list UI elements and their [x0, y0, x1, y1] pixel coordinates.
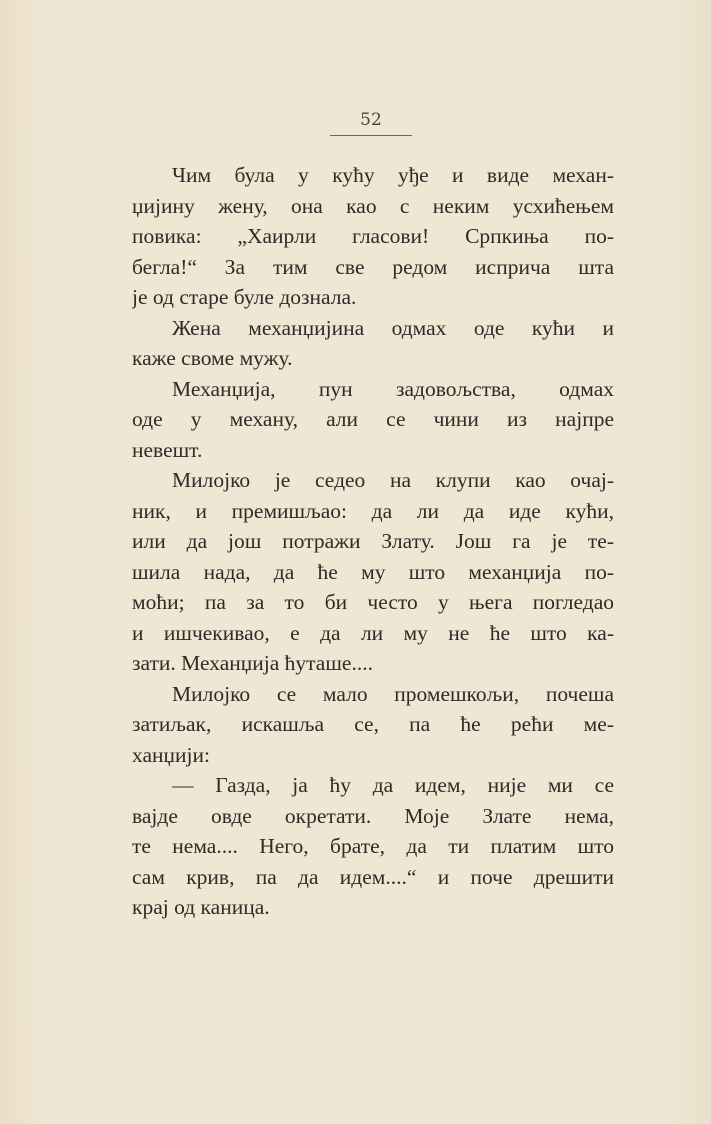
text-line: Чим була у кућу уђе и виде механ-	[172, 163, 614, 187]
text-line: затиљак, искашља се, па ће рећи ме-	[132, 712, 614, 736]
paragraph	[132, 374, 614, 466]
text-line: повика: „Хаирли гласови! Српкиња по-	[132, 224, 614, 248]
text-line: је од старе буле дознала.	[132, 285, 357, 309]
text-line: и ишчекивао, е да ли му не ће што ка-	[132, 620, 614, 645]
text-line: ник, и премишљао: да ли да иде кући,	[132, 498, 614, 523]
page-number: 52	[360, 110, 382, 130]
paragraph	[132, 679, 614, 771]
text-line: моћи; па за то би често у њега погледао	[132, 590, 614, 614]
text-line: зати. Механџија ћуташе....	[132, 651, 373, 675]
text-line: бегла!“ За тим све редом исприча шта	[132, 254, 614, 279]
page-number-rule	[330, 135, 412, 136]
body-text	[132, 160, 614, 923]
text-line: Милојко је седео на клупи као очај-	[172, 468, 614, 492]
paragraph	[132, 465, 614, 679]
text-line: Жена механџијина одмах оде кући и	[172, 315, 614, 340]
text-line: Механџија, пун задовољства, одмах	[172, 376, 614, 401]
paragraph	[132, 160, 614, 313]
text-line: Милојко се мало промешкољи, почеша	[172, 681, 614, 706]
text-line: крај од каница.	[132, 895, 270, 919]
text-line: сам крив, па да идем....“ и поче дрешити	[132, 864, 614, 889]
paragraph	[132, 313, 614, 374]
text-line: ханџији:	[132, 742, 210, 767]
text-line: невешт.	[132, 437, 203, 462]
text-line: вајде овде окретати. Моје Злате нема,	[132, 803, 614, 828]
paragraph	[132, 770, 614, 923]
text-line: или да још потражи Злату. Још га је те-	[132, 529, 614, 553]
text-line: шила нада, да ће му што механџија по-	[132, 559, 614, 584]
text-line: оде у механу, али се чини из најпре	[132, 407, 614, 431]
text-line: — Газда, ја ћу да идем, није ми се	[172, 773, 614, 797]
text-line: каже своме мужу.	[132, 346, 293, 370]
text-line: џијину жену, она као с неким усхићењем	[132, 193, 614, 218]
text-line: те нема.... Него, брате, да ти платим што	[132, 834, 614, 858]
